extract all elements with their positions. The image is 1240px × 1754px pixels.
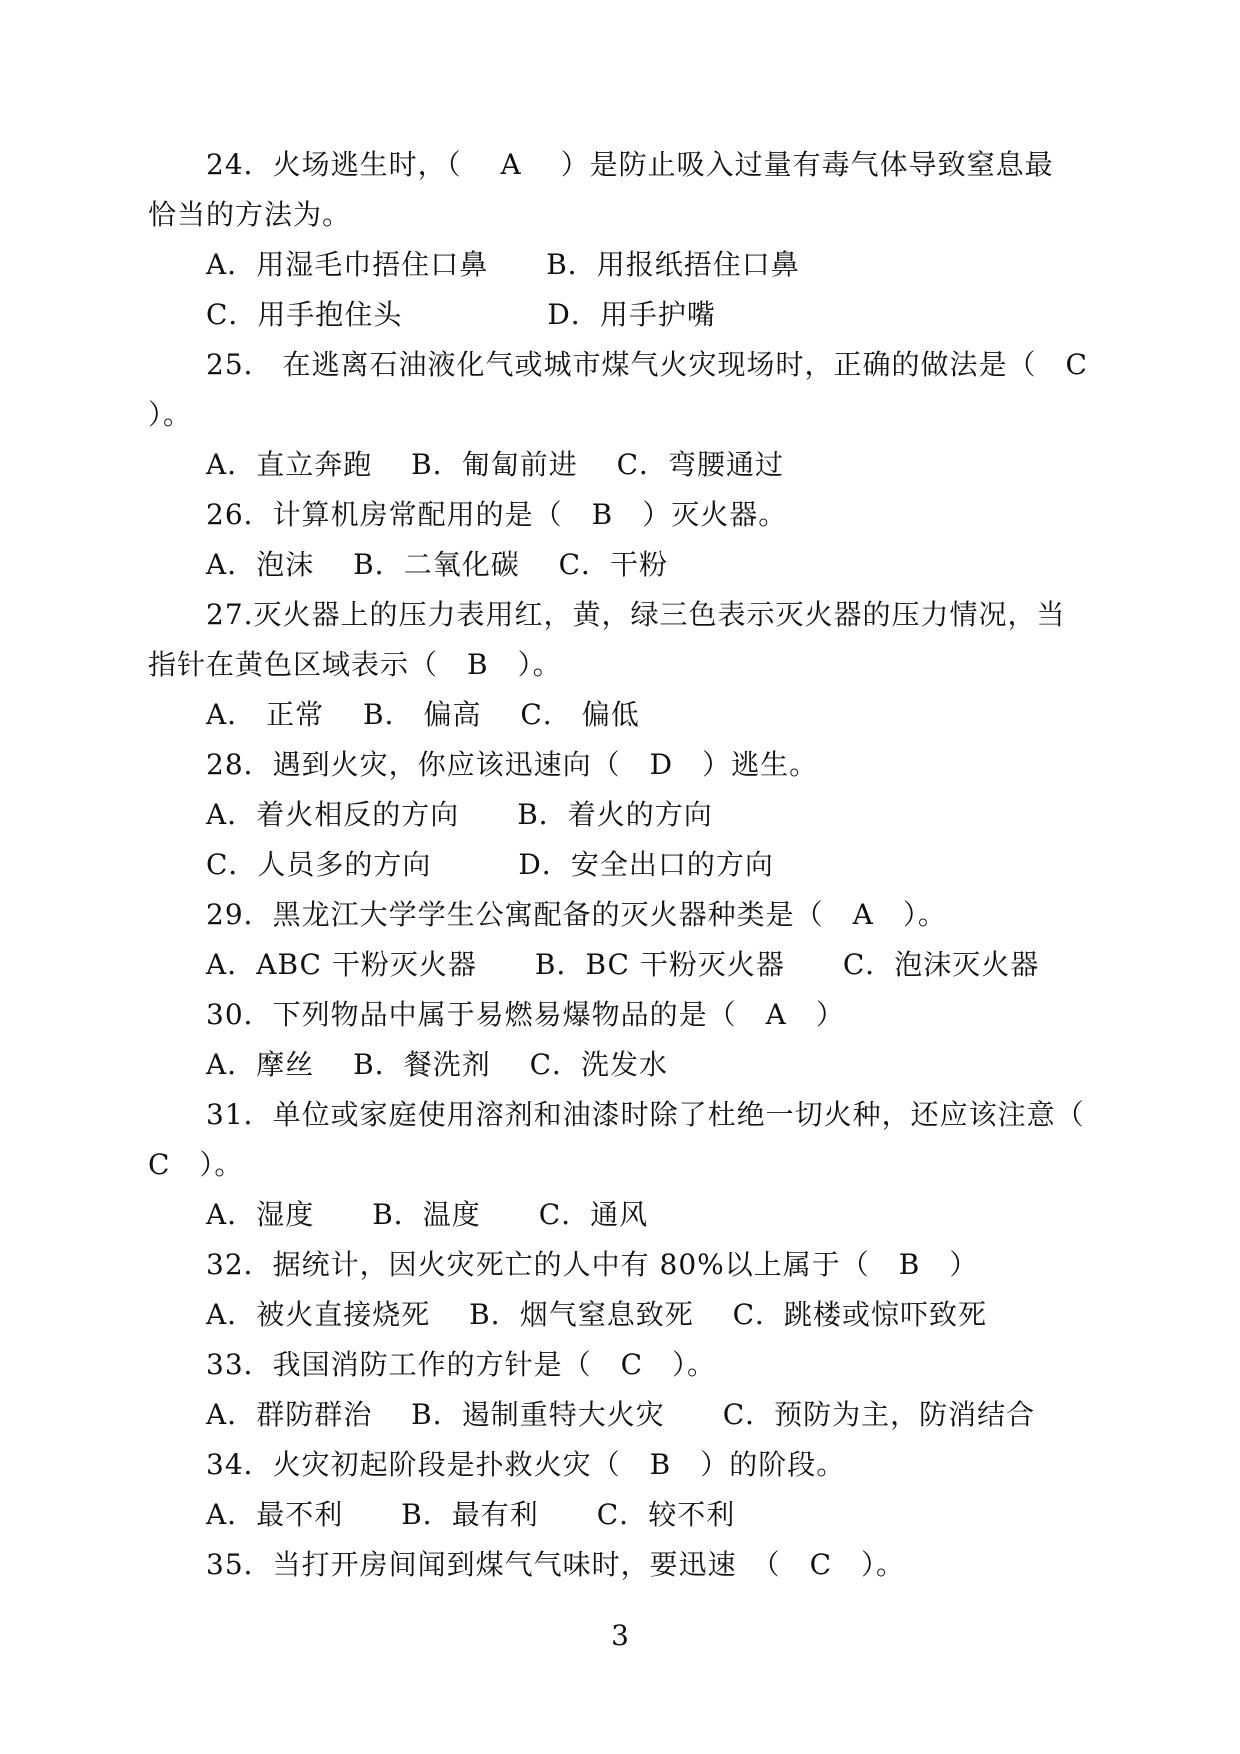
question-28-options-ab: A．着火相反的方向 B．着火的方向 bbox=[206, 798, 713, 831]
question-30-options: A．摩丝 B．餐洗剂 C．洗发水 bbox=[206, 1048, 669, 1081]
question-27-options: A． 正常 B． 偏高 C． 偏低 bbox=[206, 698, 640, 731]
page-number: 3 bbox=[611, 1619, 629, 1652]
question-25-text-continued: ）。 bbox=[148, 398, 193, 431]
document-body bbox=[148, 140, 1088, 1590]
question-29-options: A．ABC 干粉灭火器 B．BC 干粉灭火器 C．泡沫灭火器 bbox=[206, 948, 1040, 981]
question-25-text: 25． 在逃离石油液化气或城市煤气火灾现场时，正确的做法是（ C bbox=[206, 348, 1088, 381]
question-24-options-ab: A．用湿毛巾捂住口鼻 B．用报纸捂住口鼻 bbox=[206, 248, 800, 281]
question-28-options-cd: C．人员多的方向 D．安全出口的方向 bbox=[206, 848, 774, 881]
question-33-options: A．群防群治 B．遏制重特大火灾 C．预防为主，防消结合 bbox=[206, 1398, 1036, 1431]
question-24-text-continued: 恰当的方法为。 bbox=[148, 198, 352, 231]
question-29-text: 29．黑龙江大学学生公寓配备的灭火器种类是（ A ）。 bbox=[206, 898, 947, 931]
question-26-text: 26．计算机房常配用的是（ B ）灭火器。 bbox=[206, 498, 788, 531]
question-31-options: A．湿度 B．温度 C．通风 bbox=[206, 1198, 649, 1231]
question-24-text: 24．火场逃生时，（ A ）是防止吸入过量有毒气体导致窒息最 bbox=[206, 148, 1054, 181]
question-34-options: A．最不利 B．最有利 C．较不利 bbox=[206, 1498, 736, 1531]
question-31-text: 31．单位或家庭使用溶剂和油漆时除了杜绝一切火种，还应该注意（ bbox=[206, 1098, 1085, 1131]
question-27-text-continued: 指针在黄色区域表示（ B ）。 bbox=[148, 648, 562, 681]
question-33-text: 33．我国消防工作的方针是（ C ）。 bbox=[206, 1348, 717, 1381]
question-24-options-cd: C．用手抱住头 D．用手护嘴 bbox=[206, 298, 716, 331]
question-32-options: A．被火直接烧死 B．烟气窒息致死 C．跳楼或惊吓致死 bbox=[206, 1298, 988, 1331]
question-31-text-continued: C ）。 bbox=[148, 1148, 244, 1181]
question-32-text: 32．据统计，因火灾死亡的人中有 80%以上属于（ B ） bbox=[206, 1248, 979, 1281]
question-34-text: 34．火灾初起阶段是扑救火灾（ B ）的阶段。 bbox=[206, 1448, 846, 1481]
question-30-text: 30．下列物品中属于易燃易爆物品的是（ A ） bbox=[206, 998, 845, 1031]
question-26-options: A．泡沫 B．二氧化碳 C．干粉 bbox=[206, 548, 669, 581]
question-25-options: A．直立奔跑 B．匍匐前进 C．弯腰通过 bbox=[206, 448, 785, 481]
question-28-text: 28．遇到火灾，你应该迅速向（ D ）逃生。 bbox=[206, 748, 819, 781]
question-27-text: 27.灭火器上的压力表用红，黄，绿三色表示灭火器的压力情况，当 bbox=[206, 598, 1066, 631]
question-35-text: 35．当打开房间闻到煤气气味时，要迅速 （ C ）。 bbox=[206, 1548, 906, 1581]
